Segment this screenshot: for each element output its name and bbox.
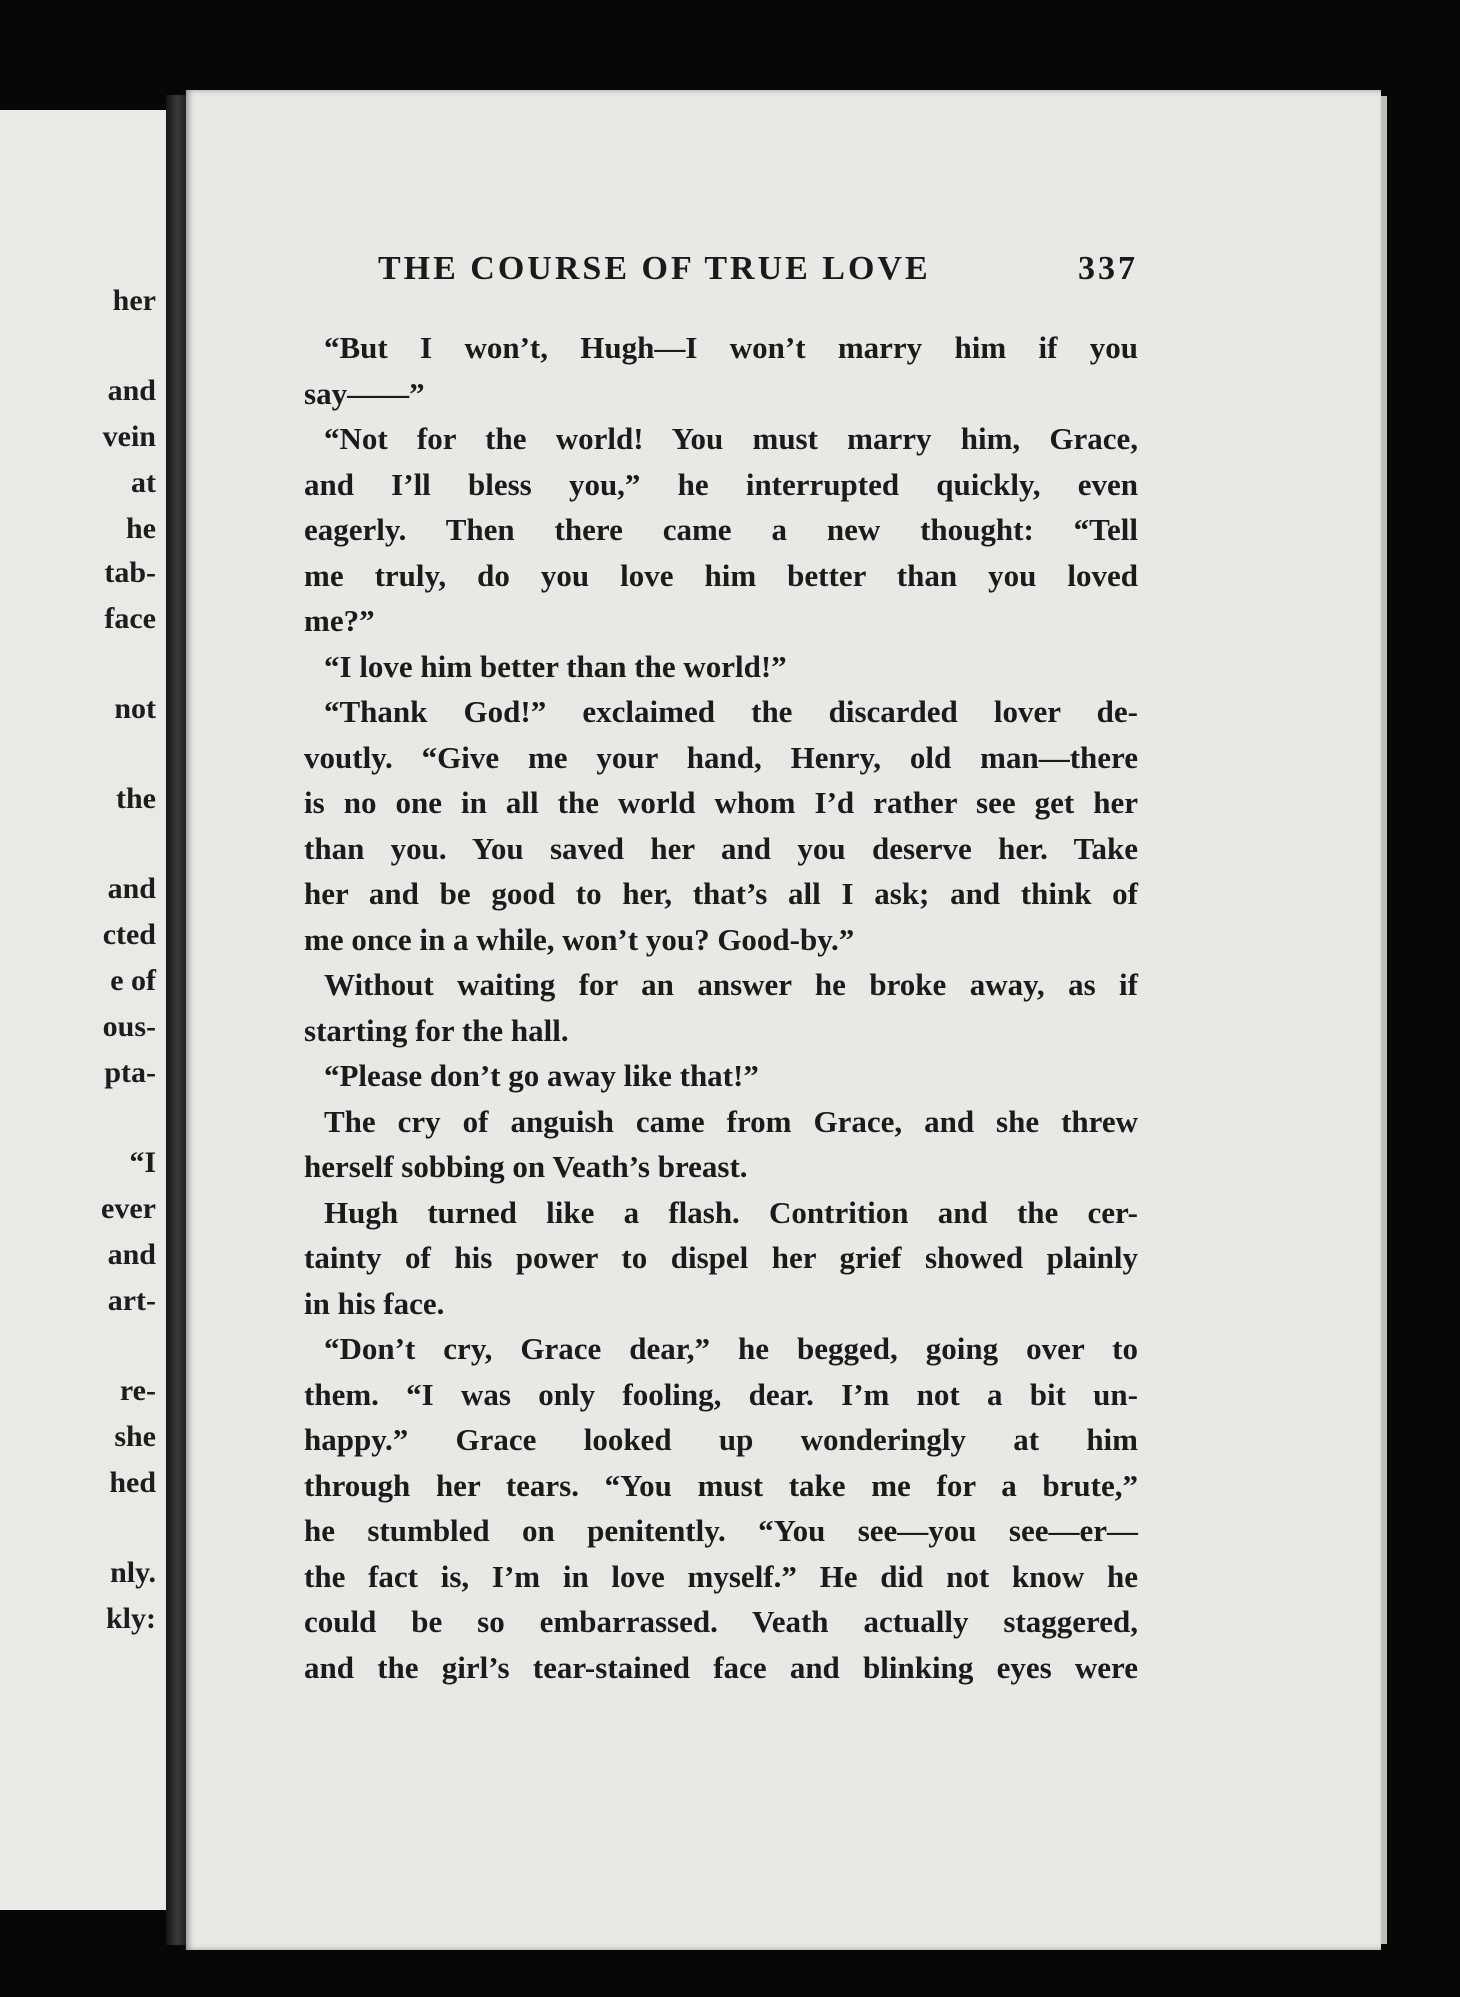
text-line: Hugh turned like a flash. Contrition and the cer-	[324, 1194, 1138, 1230]
text-line: eagerly. Then there came a new thought: “Tell	[304, 512, 1138, 547]
left-page-fragment: and	[107, 1238, 156, 1271]
text-line: could be so embarrassed. Veath actually staggered,	[304, 1604, 1138, 1639]
text-line: them. “I was only fooling, dear. I’m not a bit un-	[304, 1376, 1138, 1412]
page-edge	[1381, 96, 1387, 1944]
text-line: “Please don’t go away like that!”	[324, 1058, 759, 1093]
left-page-fragment: nly.	[110, 1556, 156, 1589]
left-page-fragment: and	[107, 872, 156, 905]
body-text	[304, 325, 1138, 1690]
left-page-fragment: re-	[119, 1374, 156, 1407]
text-line: in his face.	[304, 1285, 445, 1321]
left-page-fragment: her	[112, 284, 156, 317]
left-page-fragment: e of	[110, 964, 156, 997]
text-line: he stumbled on penitently. “You see—you see—er—	[304, 1513, 1138, 1548]
left-page-fragment: face	[104, 602, 156, 635]
text-line: and I’ll bless you,” he interrupted quickly, even	[304, 466, 1138, 502]
text-line: the fact is, I’m in love myself.” He did not know he	[304, 1558, 1138, 1594]
running-head-title: THE COURSE OF TRUE LOVE	[378, 250, 931, 287]
text-line: than you. You saved her and you deserve her. Take	[304, 830, 1138, 866]
left-page-fragment: tab-	[104, 556, 156, 589]
text-line: herself sobbing on Veath’s breast.	[304, 1149, 748, 1184]
page-number: 337	[1078, 250, 1138, 287]
left-page-fragment: cted	[102, 918, 156, 951]
left-page-fragment: kly:	[105, 1602, 156, 1635]
left-page	[0, 110, 168, 1910]
left-page-fragment: pta-	[104, 1056, 156, 1089]
left-page-fragment: vein	[102, 420, 156, 453]
left-page-fragment: the	[116, 782, 156, 815]
left-page-fragment: ous-	[102, 1010, 156, 1043]
text-line: through her tears. “You must take me for a brute,”	[304, 1467, 1138, 1503]
text-line: voutly. “Give me your hand, Henry, old man—there	[304, 739, 1138, 775]
left-page-fragment: “I	[129, 1146, 156, 1179]
text-line: her and be good to her, that’s all I ask; and think of	[304, 876, 1138, 911]
text-line: Without waiting for an answer he broke away, as if	[324, 967, 1138, 1002]
text-line: is no one in all the world whom I’d rather see get her	[304, 785, 1138, 820]
left-page-fragment: she	[114, 1420, 156, 1453]
book-spine	[166, 95, 188, 1945]
text-line: me once in a while, won’t you? Good-by.”	[304, 921, 855, 957]
left-page-fragment: hed	[109, 1466, 156, 1499]
text-line: “Don’t cry, Grace dear,” he begged, going over to	[324, 1331, 1138, 1366]
text-line: “But I won’t, Hugh—I won’t marry him if you	[324, 330, 1138, 365]
text-line: me truly, do you love him better than you loved	[304, 557, 1138, 593]
left-page-fragment: and	[107, 374, 156, 407]
text-line: say——”	[304, 375, 425, 411]
left-page-fragment: he	[126, 512, 156, 545]
text-line: “I love him better than the world!”	[324, 648, 787, 684]
text-line: tainty of his power to dispel her grief showed plainly	[304, 1240, 1138, 1275]
text-line: happy.” Grace looked up wonderingly at him	[304, 1422, 1138, 1457]
text-line: and the girl’s tear-stained face and blinking eyes were	[304, 1649, 1138, 1685]
text-line: me?”	[304, 603, 375, 638]
left-page-fragment: at	[131, 466, 156, 499]
running-head	[378, 250, 1138, 288]
left-page-fragment: art-	[107, 1284, 156, 1317]
text-line: “Not for the world! You must marry him, Grace,	[324, 421, 1138, 456]
left-page-fragment: not	[114, 692, 156, 725]
text-line: “Thank God!” exclaimed the discarded lover de-	[324, 694, 1138, 729]
text-line: The cry of anguish came from Grace, and she threw	[324, 1103, 1138, 1139]
left-page-fragment: ever	[101, 1192, 156, 1225]
text-line: starting for the hall.	[304, 1012, 569, 1048]
